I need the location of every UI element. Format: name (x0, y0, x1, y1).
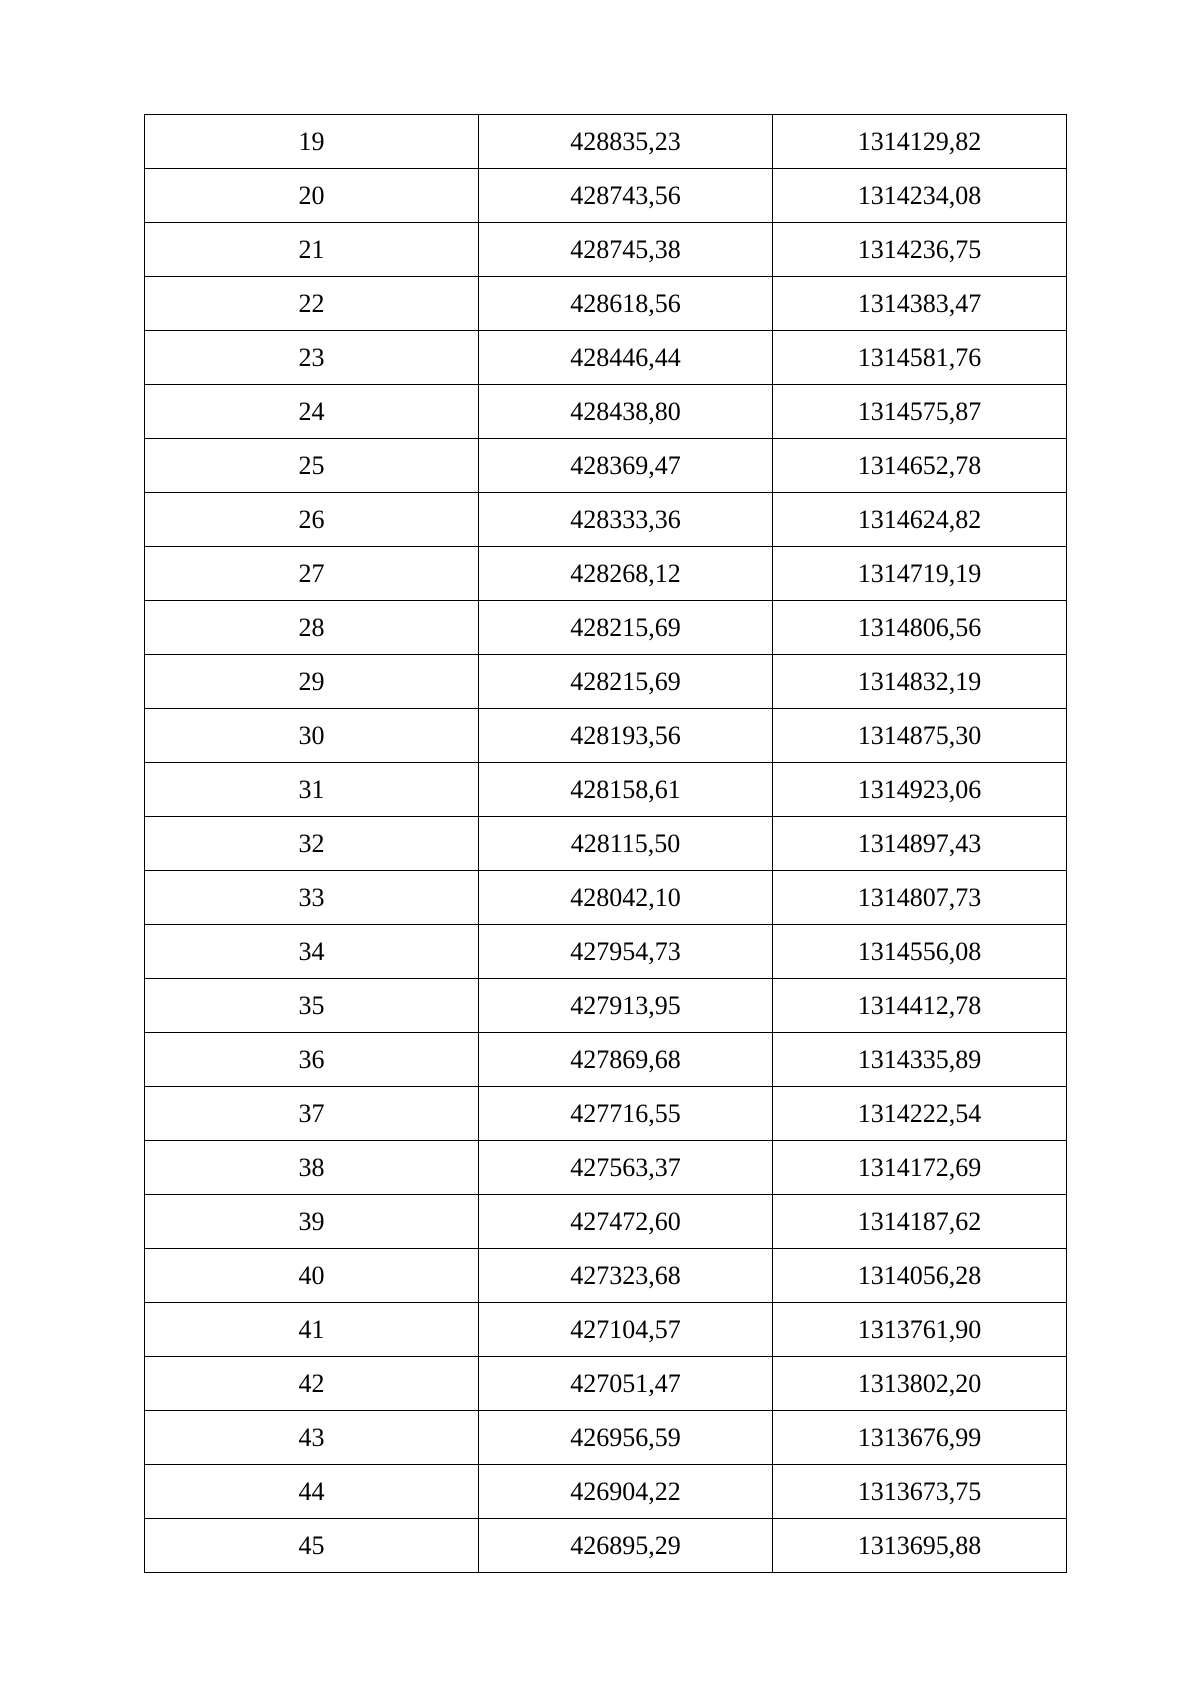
x-coordinate-cell: 428193,56 (479, 709, 773, 763)
table-row (145, 979, 1067, 1033)
point-number-cell: 22 (145, 277, 479, 331)
table-row (145, 1195, 1067, 1249)
y-coordinate-cell: 1313802,20 (773, 1357, 1067, 1411)
point-number-cell: 40 (145, 1249, 479, 1303)
point-number-cell: 42 (145, 1357, 479, 1411)
point-number-cell: 19 (145, 115, 479, 169)
x-coordinate-cell: 427869,68 (479, 1033, 773, 1087)
x-coordinate-cell: 426904,22 (479, 1465, 773, 1519)
x-coordinate-cell: 427716,55 (479, 1087, 773, 1141)
point-number-cell: 38 (145, 1141, 479, 1195)
x-coordinate-cell: 428215,69 (479, 601, 773, 655)
coordinates-table (144, 114, 1067, 1573)
x-coordinate-cell: 427913,95 (479, 979, 773, 1033)
y-coordinate-cell: 1313676,99 (773, 1411, 1067, 1465)
point-number-cell: 39 (145, 1195, 479, 1249)
y-coordinate-cell: 1314129,82 (773, 115, 1067, 169)
x-coordinate-cell: 427563,37 (479, 1141, 773, 1195)
point-number-cell: 30 (145, 709, 479, 763)
table-row (145, 655, 1067, 709)
table-row (145, 1303, 1067, 1357)
table-row (145, 871, 1067, 925)
y-coordinate-cell: 1313761,90 (773, 1303, 1067, 1357)
point-number-cell: 37 (145, 1087, 479, 1141)
y-coordinate-cell: 1314412,78 (773, 979, 1067, 1033)
table-row (145, 1249, 1067, 1303)
x-coordinate-cell: 428042,10 (479, 871, 773, 925)
y-coordinate-cell: 1314575,87 (773, 385, 1067, 439)
y-coordinate-cell: 1314875,30 (773, 709, 1067, 763)
y-coordinate-cell: 1314652,78 (773, 439, 1067, 493)
table-row (145, 493, 1067, 547)
table-row (145, 385, 1067, 439)
table-row (145, 1357, 1067, 1411)
x-coordinate-cell: 428158,61 (479, 763, 773, 817)
table-row (145, 547, 1067, 601)
y-coordinate-cell: 1314236,75 (773, 223, 1067, 277)
point-number-cell: 33 (145, 871, 479, 925)
point-number-cell: 24 (145, 385, 479, 439)
y-coordinate-cell: 1314172,69 (773, 1141, 1067, 1195)
x-coordinate-cell: 428745,38 (479, 223, 773, 277)
point-number-cell: 21 (145, 223, 479, 277)
y-coordinate-cell: 1314335,89 (773, 1033, 1067, 1087)
x-coordinate-cell: 428333,36 (479, 493, 773, 547)
x-coordinate-cell: 427104,57 (479, 1303, 773, 1357)
table-row (145, 1519, 1067, 1573)
point-number-cell: 34 (145, 925, 479, 979)
table-row (145, 169, 1067, 223)
y-coordinate-cell: 1314897,43 (773, 817, 1067, 871)
point-number-cell: 41 (145, 1303, 479, 1357)
point-number-cell: 20 (145, 169, 479, 223)
x-coordinate-cell: 428115,50 (479, 817, 773, 871)
x-coordinate-cell: 426895,29 (479, 1519, 773, 1573)
table-row (145, 763, 1067, 817)
point-number-cell: 36 (145, 1033, 479, 1087)
table-row (145, 1033, 1067, 1087)
table-row (145, 925, 1067, 979)
y-coordinate-cell: 1314832,19 (773, 655, 1067, 709)
y-coordinate-cell: 1313673,75 (773, 1465, 1067, 1519)
point-number-cell: 25 (145, 439, 479, 493)
x-coordinate-cell: 427472,60 (479, 1195, 773, 1249)
point-number-cell: 43 (145, 1411, 479, 1465)
table-row (145, 277, 1067, 331)
x-coordinate-cell: 427323,68 (479, 1249, 773, 1303)
point-number-cell: 26 (145, 493, 479, 547)
x-coordinate-cell: 428618,56 (479, 277, 773, 331)
y-coordinate-cell: 1314807,73 (773, 871, 1067, 925)
x-coordinate-cell: 428743,56 (479, 169, 773, 223)
table-row (145, 439, 1067, 493)
point-number-cell: 28 (145, 601, 479, 655)
table-body (145, 115, 1067, 1573)
x-coordinate-cell: 428438,80 (479, 385, 773, 439)
y-coordinate-cell: 1314222,54 (773, 1087, 1067, 1141)
y-coordinate-cell: 1314056,28 (773, 1249, 1067, 1303)
point-number-cell: 44 (145, 1465, 479, 1519)
table-row (145, 223, 1067, 277)
table-row (145, 331, 1067, 385)
table-row (145, 709, 1067, 763)
point-number-cell: 31 (145, 763, 479, 817)
x-coordinate-cell: 428369,47 (479, 439, 773, 493)
point-number-cell: 32 (145, 817, 479, 871)
table-row (145, 1411, 1067, 1465)
x-coordinate-cell: 428446,44 (479, 331, 773, 385)
y-coordinate-cell: 1314581,76 (773, 331, 1067, 385)
y-coordinate-cell: 1314806,56 (773, 601, 1067, 655)
y-coordinate-cell: 1313695,88 (773, 1519, 1067, 1573)
point-number-cell: 27 (145, 547, 479, 601)
x-coordinate-cell: 426956,59 (479, 1411, 773, 1465)
y-coordinate-cell: 1314383,47 (773, 277, 1067, 331)
point-number-cell: 35 (145, 979, 479, 1033)
table-row (145, 1465, 1067, 1519)
table-row (145, 817, 1067, 871)
x-coordinate-cell: 428215,69 (479, 655, 773, 709)
point-number-cell: 23 (145, 331, 479, 385)
y-coordinate-cell: 1314556,08 (773, 925, 1067, 979)
x-coordinate-cell: 427051,47 (479, 1357, 773, 1411)
y-coordinate-cell: 1314187,62 (773, 1195, 1067, 1249)
point-number-cell: 29 (145, 655, 479, 709)
y-coordinate-cell: 1314234,08 (773, 169, 1067, 223)
table-row (145, 1141, 1067, 1195)
table-row (145, 115, 1067, 169)
y-coordinate-cell: 1314624,82 (773, 493, 1067, 547)
y-coordinate-cell: 1314719,19 (773, 547, 1067, 601)
x-coordinate-cell: 427954,73 (479, 925, 773, 979)
x-coordinate-cell: 428268,12 (479, 547, 773, 601)
y-coordinate-cell: 1314923,06 (773, 763, 1067, 817)
point-number-cell: 45 (145, 1519, 479, 1573)
table-row (145, 1087, 1067, 1141)
table-row (145, 601, 1067, 655)
x-coordinate-cell: 428835,23 (479, 115, 773, 169)
